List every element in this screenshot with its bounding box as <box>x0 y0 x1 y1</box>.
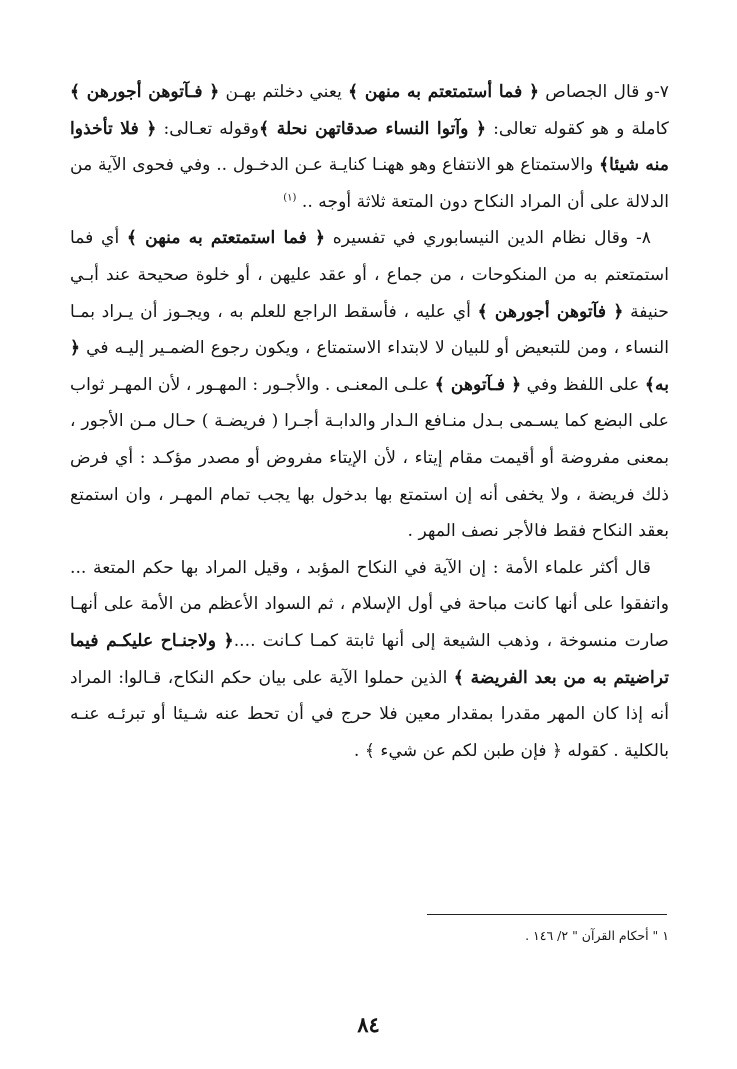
text-run: كاملة و هو كقوله تعالى: <box>486 118 669 139</box>
footnote: ١ " أحكام القرآن " ٢/ ١٤٦ . <box>525 928 669 943</box>
quran-quote: ﴿ فآتوهن أجورهن ﴾ <box>477 301 624 322</box>
footnote-marker: (١) <box>283 192 297 204</box>
quran-quote: ﴿ وآتوا النساء صدقاتهن نحلة ﴾ <box>259 118 487 139</box>
text-run: يعني دخلتم بهـن <box>219 82 349 102</box>
text-run: علـى المعنـى . والأجـور : المهـور ، لأن المهـر ثواب على البضع كما يسـمى بـدل منـافع الـدار والدابـة أجـرا ( فريضـة ) حـال مـن الأجور ، بمعنى مفروضة أو أقيمت مقام إيتاء ، لأن الإيتاء مفروض أو مصدر مؤكـد : أي فرض ذلك فريضة ، ولا يخفى أنه إن استمتع بها بدخول بها يجب تمام المهـر ، وان استمتع بعقد النكاح فقط فالأجر نصف المهر . <box>70 374 669 542</box>
text-run: أي عليه ، فأسقط الراجع للعلم به ، ويجـوز أن يـراد بمـا النساء ، ومن للتبعيض أو للبيان لا لابتداء الاستمتاع ، ويكون رجوع الضمـير إليـه في <box>70 301 669 359</box>
quran-quote: ﴿ به﴾ <box>70 338 669 395</box>
quran-quote: ﴿ فـآتوهن ﴾ <box>434 374 522 395</box>
page-number: ٨٤ <box>357 1012 380 1037</box>
quran-quote: ﴿ ولاجنـاح عليكـم فيما تراضيتم به من بعد الفريضة ﴾ <box>70 630 669 688</box>
main-text <box>70 74 669 769</box>
text-run: وقوله تعـالى: <box>156 118 260 139</box>
quran-quote: ﴿ فلا تأخذوا منه شيئا﴾ <box>70 118 669 176</box>
text-run: والاستمتاع هو الانتفاع وهو ههنـا كنايـة عـن الدخـول .. وفي فحوى الآية من الدلالة على أن المراد النكاح دون المتعة ثلاثة أوجه .. <box>70 155 669 212</box>
paragraph <box>70 220 669 549</box>
footnote-divider <box>427 914 667 915</box>
text-run: ﴿ فإن طبن لكم عن شيء ﴾ <box>364 740 563 761</box>
text-run: قال أكثر علماء الأمة : إن الآية في النكاح المؤبد ، وقيل المراد بها حكم المتعة ... واتفقوا على أنها كانت مباحة في أول الإسلام ، ثم السواد الأعظم من الأمة على أنهـا صارت منسوخة ، وذهب الشيعة إلى أنها ثابتة كمـا كـانت .... <box>70 557 669 651</box>
paragraph <box>70 550 669 770</box>
text-run: الذين حملوا الآية على بيان حكم النكاح، قـالوا: المراد أنه إذا كان المهر مقدرا بمقدار معين فلا حرج في أن تحط عنه شـيئا أو تبرئـه عنـه بالكلية . كقوله <box>70 667 669 761</box>
text-run: على اللفظ وفي <box>521 374 645 395</box>
quran-quote: ﴿ فما استمتعتم به منهن ﴾ <box>126 228 326 249</box>
text-run: . <box>353 740 365 761</box>
text-run: أي فما استمتعتم به من المنكوحات ، من جماع ، أو عقد عليهن ، أو خلوة صحيحة عند أبـي حنيفة <box>70 228 669 322</box>
text-run: ٨- وقال نظام الدين النيسابوري في تفسيره <box>325 228 652 249</box>
text-run: ٧-و قال الجصاص <box>539 82 669 102</box>
quran-quote: ﴿ فما أستمتعتم به منهن ﴾ <box>348 82 540 102</box>
quran-quote: ﴿ فـآتوهن أجورهن ﴾ <box>70 82 220 102</box>
paragraph <box>70 74 669 220</box>
